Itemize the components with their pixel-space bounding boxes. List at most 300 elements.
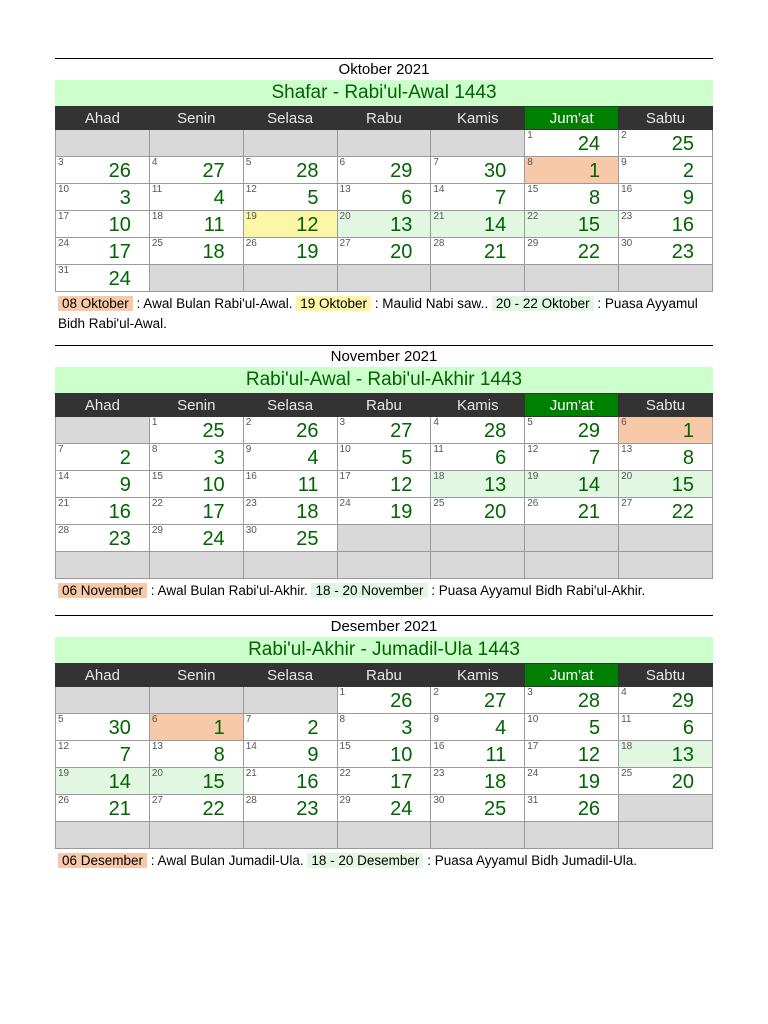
gregorian-date: 22 [527, 211, 539, 222]
gregorian-date: 3 [339, 417, 346, 428]
hijri-date: 18 [202, 241, 225, 263]
hijri-date: 10 [108, 214, 131, 236]
day-cell [619, 238, 713, 265]
week-row [56, 552, 713, 579]
hijri-date: 26 [577, 798, 601, 820]
day-cell [431, 444, 525, 471]
day-cell [149, 768, 243, 795]
gregorian-date: 19 [527, 471, 539, 482]
gregorian-date: 6 [151, 714, 158, 725]
day-cell [337, 471, 431, 498]
week-row [56, 157, 713, 184]
hijri-date: 28 [483, 420, 507, 442]
empty-cell [149, 687, 243, 714]
day-cell [337, 238, 431, 265]
empty-cell [56, 417, 150, 444]
day-cell [525, 444, 619, 471]
day-cell [525, 211, 619, 238]
day-cell [56, 157, 150, 184]
day-cell [337, 211, 431, 238]
gregorian-date: 8 [339, 714, 346, 725]
empty-cell [243, 552, 337, 579]
hijri-date: 8 [682, 447, 694, 469]
day-cell [56, 714, 150, 741]
hijri-date: 2 [682, 160, 694, 182]
gregorian-date: 30 [433, 795, 445, 806]
weekday-header: Sabtu [619, 664, 713, 687]
hijri-date: 28 [577, 690, 601, 712]
day-cell [337, 417, 431, 444]
hijri-date: 15 [202, 771, 225, 793]
gregorian-date: 24 [339, 498, 351, 509]
day-cell [337, 768, 431, 795]
gregorian-date: 23 [621, 211, 633, 222]
day-cell [525, 417, 619, 444]
day-cell [525, 238, 619, 265]
gregorian-date: 25 [433, 498, 445, 509]
day-cell [149, 498, 243, 525]
hijri-date: 18 [483, 771, 507, 793]
weekday-header: Senin [149, 107, 243, 130]
empty-cell [431, 265, 525, 292]
event-date-tag: 06 November [58, 583, 147, 598]
day-cell [431, 184, 525, 211]
weekday-header: Senin [149, 664, 243, 687]
empty-cell [619, 552, 713, 579]
day-cell [431, 741, 525, 768]
gregorian-date: 17 [58, 211, 70, 222]
weekday-header: Selasa [243, 394, 337, 417]
empty-cell [525, 525, 619, 552]
hijri-date: 1 [213, 717, 225, 739]
empty-cell [337, 552, 431, 579]
hijri-date: 4 [213, 187, 225, 209]
hijri-date: 16 [296, 771, 319, 793]
day-cell [619, 444, 713, 471]
hijri-date: 19 [390, 501, 413, 523]
day-cell [149, 417, 243, 444]
gregorian-date: 22 [151, 498, 163, 509]
hijri-date: 24 [390, 798, 413, 820]
gregorian-date: 1 [151, 417, 158, 428]
empty-cell [337, 822, 431, 849]
hijri-date: 6 [495, 447, 507, 469]
event-description: : Puasa Ayyamul Bidh Rabi'ul-Akhir. [427, 583, 646, 598]
calendar-october-2021 [55, 58, 713, 334]
week-row [56, 471, 713, 498]
gregorian-date: 31 [527, 795, 539, 806]
hijri-date: 22 [202, 798, 225, 820]
day-cell [149, 714, 243, 741]
hijri-date: 26 [296, 420, 319, 442]
gregorian-date: 18 [151, 211, 163, 222]
weekday-header: Ahad [56, 664, 150, 687]
hijri-date: 7 [119, 744, 131, 766]
day-cell [619, 211, 713, 238]
event-description: : Maulid Nabi saw.. [371, 296, 492, 311]
week-row [56, 184, 713, 211]
gregorian-date: 10 [527, 714, 539, 725]
event-description: : Awal Bulan Rabi'ul-Awal. [132, 296, 297, 311]
day-cell [149, 525, 243, 552]
hijri-date: 12 [390, 474, 413, 496]
gregorian-date: 16 [433, 741, 445, 752]
hijri-date: 5 [401, 447, 413, 469]
day-cell [243, 768, 337, 795]
day-cell [56, 471, 150, 498]
day-cell [149, 211, 243, 238]
month-title: Oktober 2021 [338, 61, 430, 78]
gregorian-date: 26 [527, 498, 539, 509]
event-date-tag: 18 - 20 Desember [307, 853, 423, 868]
hijri-date: 13 [671, 744, 694, 766]
event-notes [55, 294, 713, 334]
weekday-header: Ahad [56, 394, 150, 417]
hijri-date: 9 [119, 474, 131, 496]
hijri-date: 29 [671, 690, 694, 712]
gregorian-date: 7 [245, 714, 252, 725]
hijri-date: 1 [588, 160, 601, 182]
gregorian-date: 21 [58, 498, 70, 509]
weekday-header: Ahad [56, 107, 150, 130]
gregorian-date: 23 [433, 768, 445, 779]
event-date-tag: 20 - 22 Oktober [492, 296, 594, 311]
day-cell [56, 265, 150, 292]
day-cell [431, 471, 525, 498]
empty-cell [619, 795, 713, 822]
hijri-date: 21 [577, 501, 601, 523]
day-cell [337, 157, 431, 184]
hijri-title: Rabi'ul-Akhir - Jumadil-Ula 1443 [55, 637, 713, 663]
day-cell [619, 184, 713, 211]
hijri-date: 29 [390, 160, 413, 182]
hijri-date: 3 [213, 447, 225, 469]
gregorian-date: 17 [527, 741, 539, 752]
gregorian-date: 9 [621, 157, 627, 168]
hijri-date: 17 [390, 771, 413, 793]
hijri-date: 25 [202, 420, 225, 442]
gregorian-date: 25 [621, 768, 633, 779]
gregorian-date: 8 [151, 444, 158, 455]
hijri-date: 10 [202, 474, 225, 496]
hijri-date: 25 [671, 133, 694, 155]
gregorian-date: 14 [245, 741, 257, 752]
empty-cell [525, 265, 619, 292]
gregorian-date: 16 [621, 184, 633, 195]
gregorian-date: 27 [151, 795, 163, 806]
event-description: : Puasa Ayyamul Bidh Jumadil-Ula. [423, 853, 638, 868]
day-cell [243, 714, 337, 741]
hijri-date: 6 [682, 717, 694, 739]
empty-cell [431, 130, 525, 157]
hijri-date: 20 [483, 501, 507, 523]
empty-cell [243, 130, 337, 157]
week-row [56, 768, 713, 795]
gregorian-date: 1 [339, 687, 346, 698]
day-cell [525, 714, 619, 741]
empty-cell [243, 822, 337, 849]
day-cell [149, 238, 243, 265]
gregorian-date: 19 [58, 768, 70, 779]
hijri-date: 18 [296, 501, 319, 523]
gregorian-date: 7 [433, 157, 439, 168]
week-row [56, 130, 713, 157]
gregorian-date: 14 [433, 184, 445, 195]
hijri-date: 16 [671, 214, 694, 236]
event-description: : Awal Bulan Rabi'ul-Akhir. [147, 583, 312, 598]
empty-cell [56, 822, 150, 849]
week-row [56, 238, 713, 265]
day-cell [431, 157, 525, 184]
day-cell [525, 471, 619, 498]
day-cell [149, 795, 243, 822]
day-cell [243, 157, 337, 184]
hijri-date: 5 [307, 187, 319, 209]
hijri-date: 19 [296, 241, 319, 263]
weekday-header: Senin [149, 394, 243, 417]
gregorian-date: 20 [151, 768, 163, 779]
gregorian-date: 11 [433, 444, 444, 455]
gregorian-date: 5 [245, 157, 252, 168]
gregorian-date: 28 [433, 238, 445, 249]
gregorian-date: 30 [621, 238, 633, 249]
gregorian-date: 31 [58, 265, 70, 276]
hijri-date: 23 [671, 241, 694, 263]
gregorian-date: 12 [58, 741, 70, 752]
weekday-header: Rabu [337, 107, 431, 130]
day-cell [619, 130, 713, 157]
weekday-header-row [56, 664, 713, 687]
gregorian-date: 26 [245, 238, 257, 249]
hijri-date: 13 [390, 214, 413, 236]
gregorian-date: 4 [621, 687, 627, 698]
hijri-date: 17 [108, 241, 131, 263]
hijri-title: Rabi'ul-Awal - Rabi'ul-Akhir 1443 [55, 367, 713, 393]
day-cell [431, 498, 525, 525]
gregorian-date: 2 [245, 417, 252, 428]
gregorian-date: 10 [339, 444, 351, 455]
day-cell [56, 795, 150, 822]
gregorian-date: 28 [245, 795, 257, 806]
hijri-date: 30 [108, 717, 131, 739]
day-cell [431, 687, 525, 714]
hijri-date: 25 [483, 798, 507, 820]
gregorian-date: 18 [433, 471, 445, 482]
gregorian-date: 6 [621, 417, 627, 428]
gregorian-date: 20 [339, 211, 351, 222]
weekday-header-row [56, 107, 713, 130]
week-row [56, 211, 713, 238]
weekday-header: Rabu [337, 664, 431, 687]
event-date-tag: 19 Oktober [296, 296, 371, 311]
day-cell [243, 498, 337, 525]
empty-cell [619, 822, 713, 849]
gregorian-date: 13 [339, 184, 351, 195]
day-cell [525, 157, 619, 184]
day-cell [337, 498, 431, 525]
weekday-header: Jum'at [525, 664, 619, 687]
day-cell [525, 687, 619, 714]
hijri-date: 26 [108, 160, 131, 182]
hijri-date: 4 [307, 447, 319, 469]
hijri-date: 3 [401, 717, 413, 739]
day-cell [337, 444, 431, 471]
weekday-header: Selasa [243, 664, 337, 687]
hijri-date: 3 [119, 187, 131, 209]
gregorian-date: 4 [151, 157, 158, 168]
gregorian-date: 13 [151, 741, 163, 752]
day-cell [149, 184, 243, 211]
hijri-date: 24 [202, 528, 225, 550]
hijri-title: Shafar - Rabi'ul-Awal 1443 [55, 80, 713, 106]
gregorian-date: 20 [621, 471, 633, 482]
weekday-header: Sabtu [619, 107, 713, 130]
day-cell [619, 417, 713, 444]
week-row [56, 687, 713, 714]
hijri-date: 14 [577, 474, 601, 496]
empty-cell [243, 265, 337, 292]
gregorian-date: 3 [527, 687, 533, 698]
hijri-date: 30 [483, 160, 507, 182]
day-cell [56, 498, 150, 525]
gregorian-date: 3 [58, 157, 64, 168]
day-cell [337, 741, 431, 768]
hijri-date: 13 [483, 474, 507, 496]
gregorian-date: 11 [151, 184, 163, 195]
gregorian-date: 15 [339, 741, 351, 752]
week-row [56, 795, 713, 822]
gregorian-date: 12 [245, 184, 257, 195]
empty-cell [149, 552, 243, 579]
gregorian-date: 25 [151, 238, 163, 249]
empty-cell [619, 265, 713, 292]
day-cell [56, 525, 150, 552]
day-cell [56, 211, 150, 238]
weekday-header: Kamis [431, 664, 525, 687]
empty-cell [431, 822, 525, 849]
gregorian-date: 22 [339, 768, 351, 779]
day-cell [525, 741, 619, 768]
day-cell [243, 471, 337, 498]
gregorian-date: 2 [621, 130, 627, 141]
week-row [56, 741, 713, 768]
gregorian-date: 1 [527, 130, 533, 141]
day-cell [431, 417, 525, 444]
hijri-date: 28 [296, 160, 319, 182]
hijri-date: 8 [588, 187, 601, 209]
month-title: November 2021 [330, 348, 438, 365]
month-title: Desember 2021 [330, 618, 438, 635]
week-row [56, 822, 713, 849]
gregorian-date: 12 [527, 444, 539, 455]
day-cell [243, 525, 337, 552]
day-cell [431, 795, 525, 822]
empty-cell [525, 552, 619, 579]
hijri-date: 4 [495, 717, 507, 739]
hijri-date: 9 [682, 187, 694, 209]
empty-cell [337, 525, 431, 552]
gregorian-date: 5 [527, 417, 533, 428]
hijri-date: 16 [108, 501, 131, 523]
gregorian-date: 13 [621, 444, 633, 455]
empty-cell [431, 552, 525, 579]
hijri-date: 11 [297, 474, 319, 496]
hijri-date: 17 [202, 501, 225, 523]
event-date-tag: 06 Desember [58, 853, 147, 868]
hijri-date: 23 [296, 798, 319, 820]
weekday-header: Jum'at [525, 394, 619, 417]
day-cell [525, 795, 619, 822]
event-description: : Puasa Ayyamul Bidh Rabi'ul-Awal. [58, 296, 698, 331]
day-cell [431, 768, 525, 795]
day-cell [619, 471, 713, 498]
day-cell [243, 238, 337, 265]
week-row [56, 265, 713, 292]
calendar-grid [55, 393, 713, 579]
hijri-date: 12 [577, 744, 601, 766]
hijri-date: 25 [296, 528, 319, 550]
gregorian-date: 27 [621, 498, 633, 509]
day-cell [243, 795, 337, 822]
day-cell [619, 741, 713, 768]
empty-cell [525, 822, 619, 849]
hijri-date: 1 [682, 420, 694, 442]
gregorian-date: 28 [58, 525, 70, 536]
day-cell [149, 444, 243, 471]
gregorian-date: 14 [58, 471, 70, 482]
hijri-date: 29 [577, 420, 601, 442]
hijri-date: 22 [671, 501, 694, 523]
weekday-header: Kamis [431, 394, 525, 417]
event-date-tag: 18 - 20 November [311, 583, 427, 598]
day-cell [525, 498, 619, 525]
empty-cell [243, 687, 337, 714]
gregorian-date: 16 [245, 471, 257, 482]
gregorian-date: 24 [527, 768, 539, 779]
day-cell [619, 714, 713, 741]
day-cell [619, 768, 713, 795]
event-notes [55, 851, 713, 871]
day-cell [243, 211, 337, 238]
gregorian-date: 17 [339, 471, 351, 482]
week-row [56, 417, 713, 444]
day-cell [149, 157, 243, 184]
day-cell [337, 687, 431, 714]
gregorian-date: 10 [58, 184, 70, 195]
day-cell [431, 238, 525, 265]
hijri-date: 6 [401, 187, 413, 209]
weekday-header: Sabtu [619, 394, 713, 417]
event-notes [55, 581, 713, 601]
hijri-date: 8 [213, 744, 225, 766]
empty-cell [337, 130, 431, 157]
week-row [56, 444, 713, 471]
day-cell [56, 184, 150, 211]
gregorian-date: 26 [58, 795, 70, 806]
weekday-header: Kamis [431, 107, 525, 130]
empty-cell [337, 265, 431, 292]
day-cell [525, 130, 619, 157]
empty-cell [149, 265, 243, 292]
weekday-header-row [56, 394, 713, 417]
calendar-december-2021 [55, 615, 713, 871]
gregorian-date: 29 [339, 795, 351, 806]
gregorian-date: 2 [433, 687, 439, 698]
gregorian-date: 21 [245, 768, 257, 779]
hijri-date: 15 [577, 214, 601, 236]
day-cell [243, 417, 337, 444]
gregorian-date: 4 [433, 417, 439, 428]
